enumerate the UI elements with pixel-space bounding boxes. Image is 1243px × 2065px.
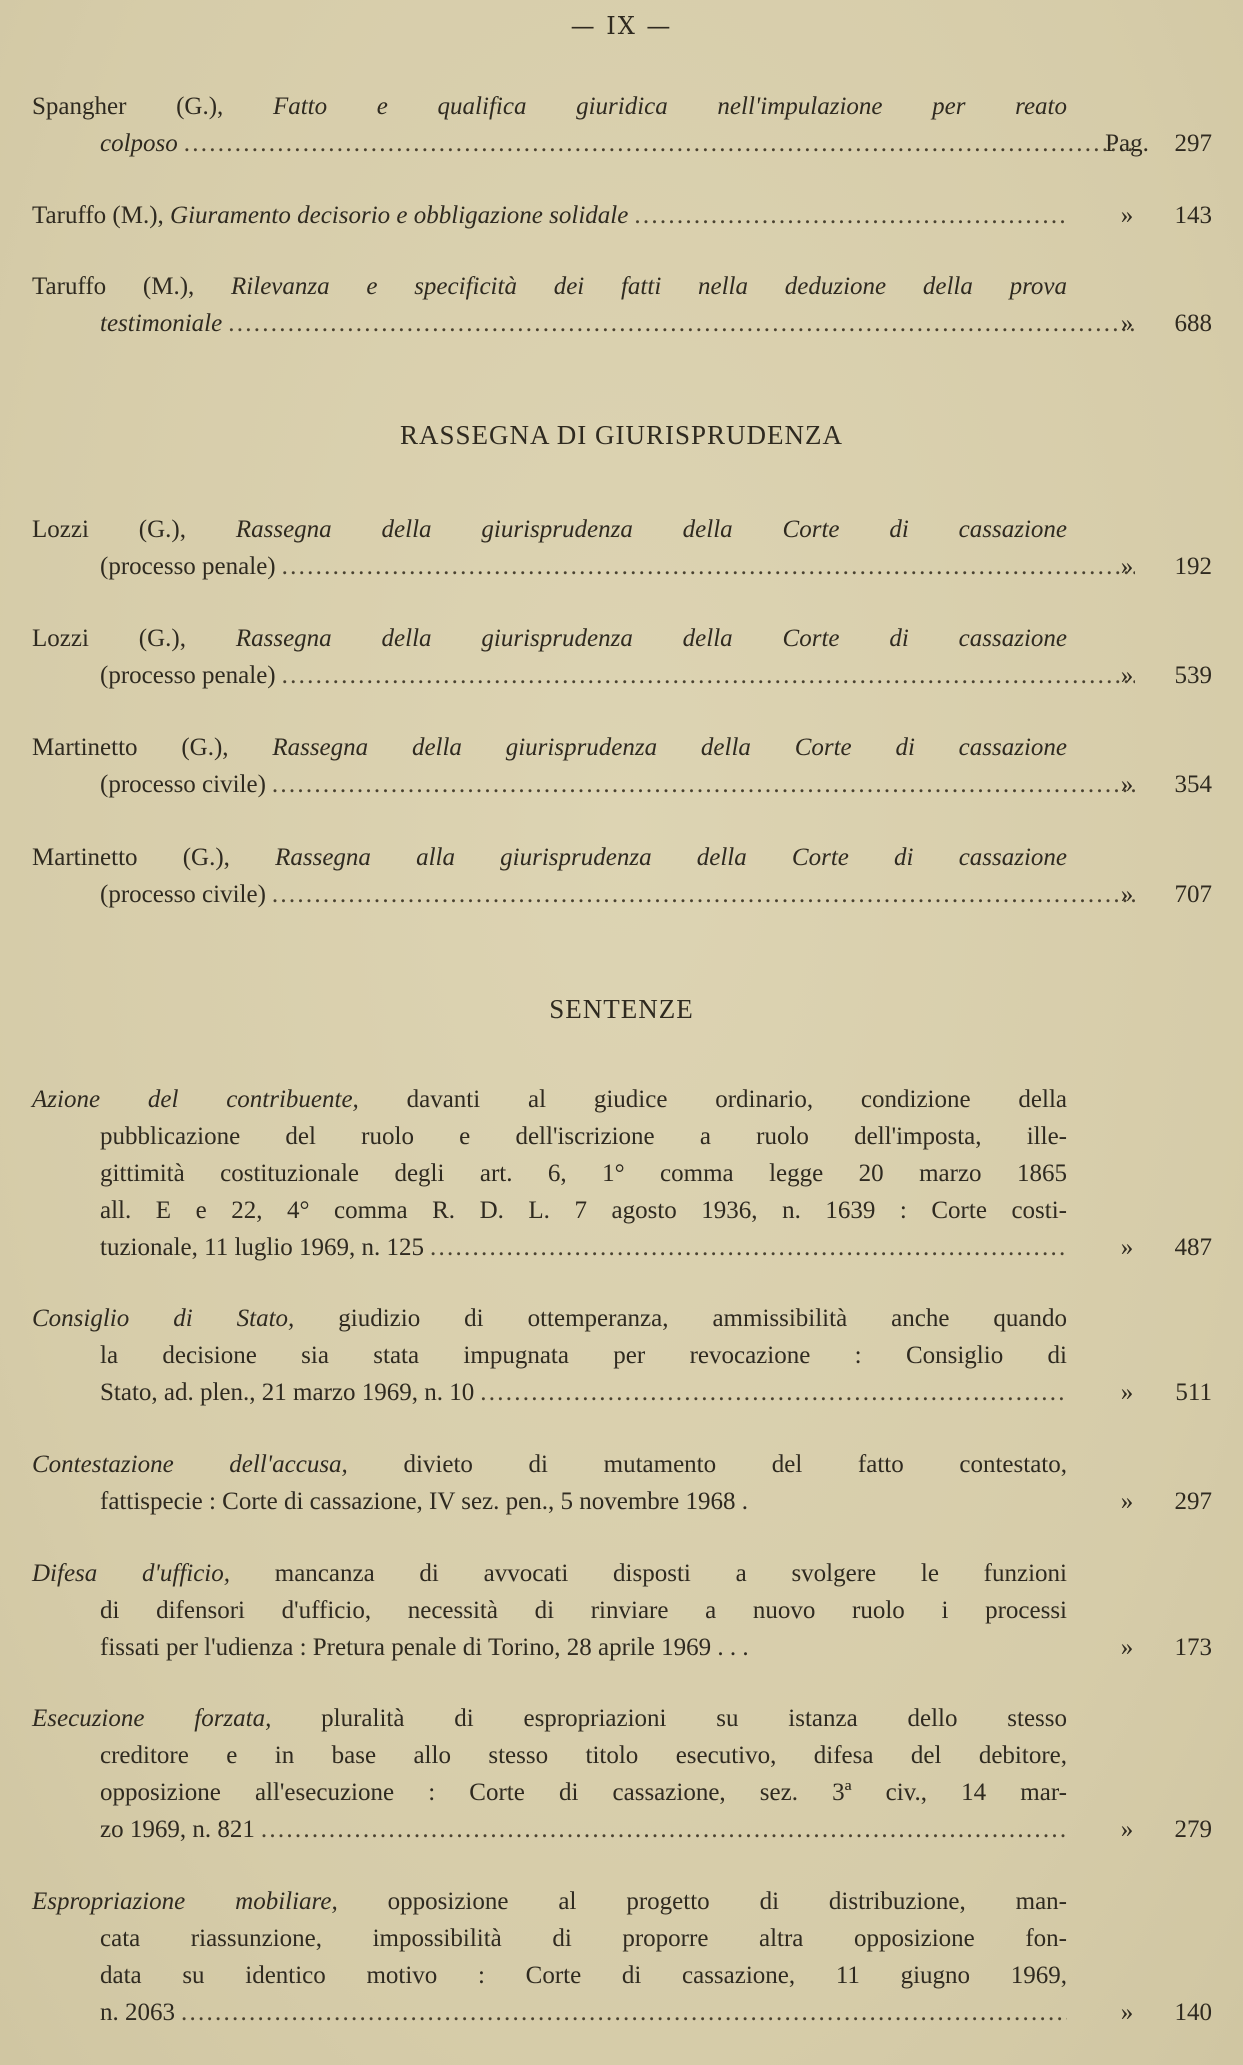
leader-dots <box>430 1229 1067 1266</box>
entry-text: la decisione sia stata impugnata per revocazione : Consiglio di <box>100 1342 1067 1369</box>
index-entry <box>32 88 1212 162</box>
index-entry <box>32 511 1212 585</box>
entry-page: 143 <box>1174 202 1212 229</box>
entry-text: opposizione al progetto di distribuzione, man- <box>387 1888 1067 1915</box>
entry-title-end: (processo civile) <box>100 881 266 908</box>
leader-dots <box>272 766 1135 803</box>
entry-text: creditore e in base allo stesso titolo esecutivo, difesa del debitore, <box>100 1742 1067 1769</box>
entry-keyword: Esecuzione forzata, <box>32 1705 272 1732</box>
entry-page: 707 <box>1174 881 1212 908</box>
index-entry <box>32 1300 1212 1411</box>
index-entry <box>32 1081 1212 1266</box>
leader-dots <box>261 1811 1067 1848</box>
entry-text-end: Stato, ad. plen., 21 marzo 1969, n. 10 <box>100 1379 475 1406</box>
entry-text-end: fissati per l'udienza : Pretura penale di Torino, 28 aprile 1969 . . . <box>100 1634 749 1661</box>
page-prefix: » <box>1120 881 1134 908</box>
entry-text: all. E e 22, 4° comma R. D. L. 7 agosto 1936, n. 1639 : Corte costi- <box>100 1197 1067 1224</box>
page-prefix: » <box>1120 771 1134 798</box>
entry-page: 487 <box>1174 1234 1212 1261</box>
entry-text: mancanza di avvocati disposti a svolgere le funzioni <box>274 1560 1067 1587</box>
page-prefix: » <box>1120 1634 1134 1661</box>
entry-text-end: zo 1969, n. 821 <box>100 1816 255 1843</box>
entry-title: Rassegna della giurisprudenza della Corte di cassazione <box>235 516 1067 543</box>
section-heading: RASSEGNA DI GIURISPRUDENZA <box>399 420 844 450</box>
entry-page: 279 <box>1174 1816 1212 1843</box>
leader-dots <box>272 876 1135 913</box>
entry-author: Martinetto (G.), <box>32 734 229 761</box>
page-prefix: » <box>1120 1999 1134 2026</box>
leader-dots <box>634 197 1067 234</box>
leader-dots <box>282 548 1135 585</box>
entry-page: 140 <box>1174 1999 1212 2026</box>
page-prefix: » <box>1120 310 1134 337</box>
page-prefix: » <box>1120 1234 1134 1261</box>
section-heading: SENTENZE <box>549 994 694 1024</box>
entry-keyword: Espropriazione mobiliare, <box>32 1888 338 1915</box>
entry-text: divieto di mutamento del fatto contestato, <box>403 1451 1067 1478</box>
page-prefix: » <box>1120 202 1134 229</box>
entry-text-end: n. 2063 <box>100 1999 175 2026</box>
index-entry <box>32 1700 1212 1848</box>
entry-page: 297 <box>1174 1488 1212 1515</box>
entry-page: 354 <box>1174 771 1212 798</box>
page-prefix: » <box>1120 1379 1134 1406</box>
page-prefix: » <box>1120 1816 1134 1843</box>
entry-page: 192 <box>1174 553 1212 580</box>
entry-page: 173 <box>1174 1634 1212 1661</box>
leader-dots <box>480 1374 1067 1411</box>
entry-page: 511 <box>1175 1379 1212 1406</box>
entry-title: Giuramento decisorio e obbligazione solidale <box>170 202 629 229</box>
entry-title: Rassegna alla giurisprudenza della Corte di cassazione <box>275 844 1068 871</box>
entry-page: 297 <box>1174 130 1212 157</box>
entry-text: pubblicazione del ruolo e dell'iscrizione a ruolo dell'imposta, ille- <box>100 1123 1067 1150</box>
index-entry <box>32 1446 1212 1520</box>
leader-dots <box>282 657 1135 694</box>
entry-title: Rassegna della giurisprudenza della Corte di cassazione <box>235 625 1067 652</box>
entry-author: Taruffo (M.), <box>32 273 195 300</box>
entry-text: opposizione all'esecuzione : Corte di cassazione, sez. 3ª civ., 14 mar- <box>100 1779 1067 1806</box>
index-entry <box>32 729 1212 803</box>
entry-title-end: (processo penale) <box>100 662 276 689</box>
entry-text: cata riassunzione, impossibilità di proporre altra opposizione fon- <box>100 1925 1067 1952</box>
entry-author: Lozzi (G.), <box>32 516 186 543</box>
leader-dots <box>184 125 1135 162</box>
entry-keyword: Contestazione dell'accusa, <box>32 1451 348 1478</box>
entry-keyword: Consiglio di Stato, <box>32 1305 295 1332</box>
entry-text: di difensori d'ufficio, necessità di rinviare a nuovo ruolo i processi <box>100 1597 1067 1624</box>
index-entry <box>32 197 1212 234</box>
entry-author: Lozzi (G.), <box>32 625 186 652</box>
entry-keyword: Difesa d'ufficio, <box>32 1560 230 1587</box>
page-prefix: Pag. <box>1105 130 1149 157</box>
entry-title-end: testimoniale <box>100 310 223 337</box>
index-entry <box>32 839 1212 913</box>
entry-title-end: (processo penale) <box>100 553 276 580</box>
index-entry <box>32 1555 1212 1666</box>
index-entry <box>32 1883 1212 2031</box>
entry-text-end: tuzionale, 11 luglio 1969, n. 125 <box>100 1234 425 1261</box>
page-prefix: » <box>1120 1488 1134 1515</box>
entry-text: giudizio di ottemperanza, ammissibilità anche quando <box>338 1305 1068 1332</box>
leader-dots <box>228 305 1135 342</box>
entry-keyword: Azione del contribuente, <box>32 1086 359 1113</box>
page-number: — IX — <box>570 12 673 40</box>
entry-text: davanti al giudice ordinario, condizione della <box>406 1086 1067 1113</box>
entry-text-end: fattispecie : Corte di cassazione, IV sez. pen., 5 novembre 1968 . <box>100 1488 748 1515</box>
entry-page: 539 <box>1174 662 1212 689</box>
entry-author: Taruffo (M.), <box>32 202 164 229</box>
entry-author: Spangher (G.), <box>32 93 224 120</box>
page-prefix: » <box>1120 662 1134 689</box>
entry-author: Martinetto (G.), <box>32 844 230 871</box>
entry-text: gittimità costituzionale degli art. 6, 1° comma legge 20 marzo 1865 <box>100 1160 1067 1187</box>
index-entry <box>32 268 1212 342</box>
entry-title-end: (processo civile) <box>100 771 266 798</box>
entry-title: Fatto e qualifica giuridica nell'impulazione per reato <box>272 93 1067 120</box>
entry-text: pluralità di espropriazioni su istanza dello stesso <box>321 1705 1067 1732</box>
entry-title: Rassegna della giurisprudenza della Corte di cassazione <box>272 734 1068 761</box>
leader-dots <box>181 1994 1067 2031</box>
entry-title-end: colposo <box>100 130 178 157</box>
index-entry <box>32 620 1212 694</box>
entry-title: Rilevanza e specificità dei fatti nella deduzione della prova <box>231 273 1067 300</box>
entry-text: data su identico motivo : Corte di cassazione, 11 giugno 1969, <box>100 1962 1067 1989</box>
page-prefix: » <box>1120 553 1134 580</box>
entry-page: 688 <box>1174 310 1212 337</box>
